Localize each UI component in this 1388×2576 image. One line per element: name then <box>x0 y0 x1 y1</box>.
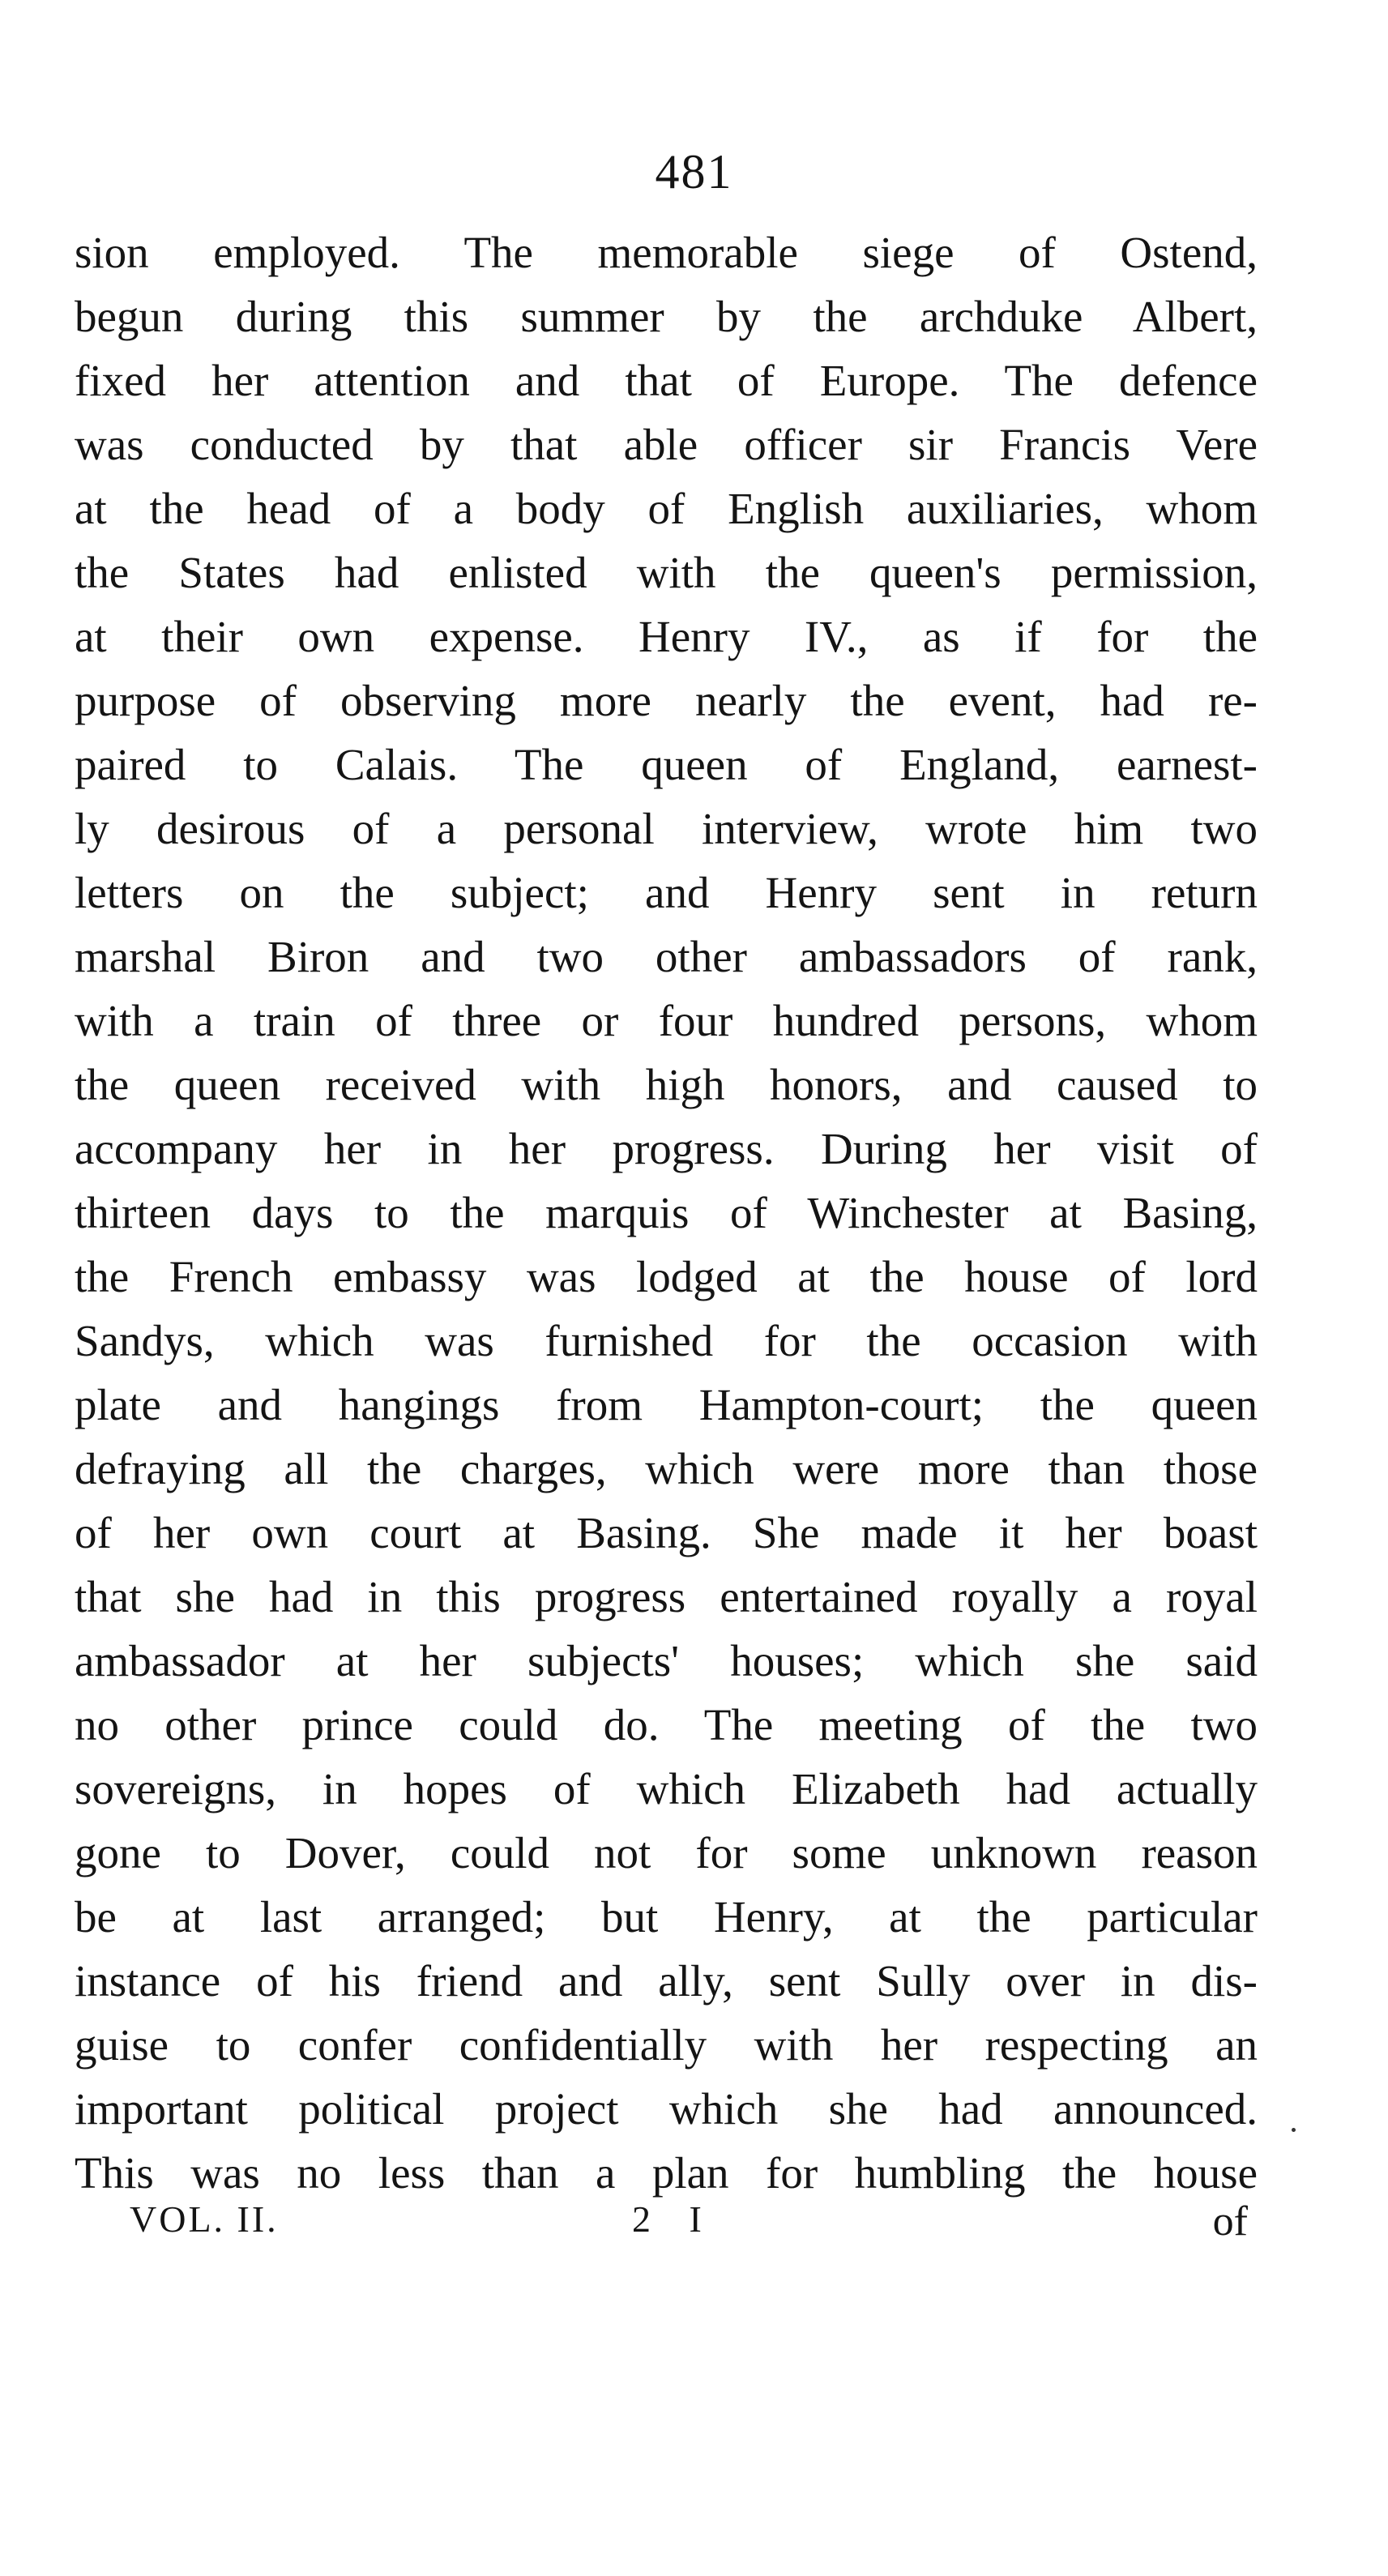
text-line-20: defraying all the charges, which were more than those <box>75 1444 1258 1493</box>
text-line-28: instance of his friend and ally, sent Sully over in dis- <box>75 1956 1258 2006</box>
catchword: of <box>1212 2198 1248 2245</box>
text-line-25: sovereigns, in hopes of which Elizabeth had actually <box>75 1764 1258 1813</box>
text-line-15: accompany her in her progress. During her visit of <box>75 1124 1258 1173</box>
text-line-7: at their own expense. Henry IV., as if for the <box>75 612 1258 661</box>
signature-mark: 2 I <box>632 2198 716 2240</box>
text-line-22: that she had in this progress entertained royally a royal <box>75 1572 1258 1621</box>
text-line-13: with a train of three or four hundred persons, whom <box>75 996 1258 1045</box>
text-line-21: of her own court at Basing. She made it her boast <box>75 1508 1258 1557</box>
text-line-18: Sandys, which was furnished for the occasion with <box>75 1316 1258 1365</box>
text-line-5: at the head of a body of English auxiliaries, whom <box>75 484 1258 533</box>
text-line-14: the queen received with high honors, and caused to <box>75 1060 1258 1109</box>
text-line-10: ly desirous of a personal interview, wrote him two <box>75 804 1258 853</box>
text-line-2: begun during this summer by the archduke Albert, <box>75 292 1258 341</box>
text-line-12: marshal Biron and two other ambassadors of rank, <box>75 932 1258 981</box>
text-line-31: This was no less than a plan for humbling the house <box>75 2148 1258 2198</box>
page-footer <box>130 2198 1248 2254</box>
volume-label: VOL. II. <box>130 2198 279 2240</box>
page-number: 481 <box>655 145 733 199</box>
text-line-19: plate and hangings from Hampton-court; the queen <box>75 1380 1258 1429</box>
text-line-16: thirteen days to the marquis of Winchester at Basing, <box>75 1188 1258 1237</box>
text-line-26: gone to Dover, could not for some unknown reason <box>75 1828 1258 1878</box>
text-line-3: fixed her attention and that of Europe. The defence <box>75 356 1258 405</box>
body-text <box>75 220 1258 2205</box>
text-line-4: was conducted by that able officer sir Francis Vere <box>75 420 1258 469</box>
text-line-1: sion employed. The memorable siege of Ostend, <box>75 228 1258 277</box>
text-line-24: no other prince could do. The meeting of the two <box>75 1700 1258 1749</box>
text-line-11: letters on the subject; and Henry sent in return <box>75 868 1258 917</box>
text-line-17: the French embassy was lodged at the house of lord <box>75 1252 1258 1301</box>
text-line-9: paired to Calais. The queen of England, earnest- <box>75 740 1258 789</box>
text-line-27: be at last arranged; but Henry, at the particular <box>75 1892 1258 1942</box>
text-line-30: important political project which she had announced. <box>75 2084 1258 2134</box>
text-line-8: purpose of observing more nearly the event, had re- <box>75 676 1258 725</box>
text-line-23: ambassador at her subjects' houses; which she said <box>75 1636 1258 1685</box>
margin-mark <box>1292 2128 1296 2132</box>
text-line-6: the States had enlisted with the queen's permission, <box>75 548 1258 597</box>
text-line-29: guise to confer confidentially with her respecting an <box>75 2020 1258 2070</box>
